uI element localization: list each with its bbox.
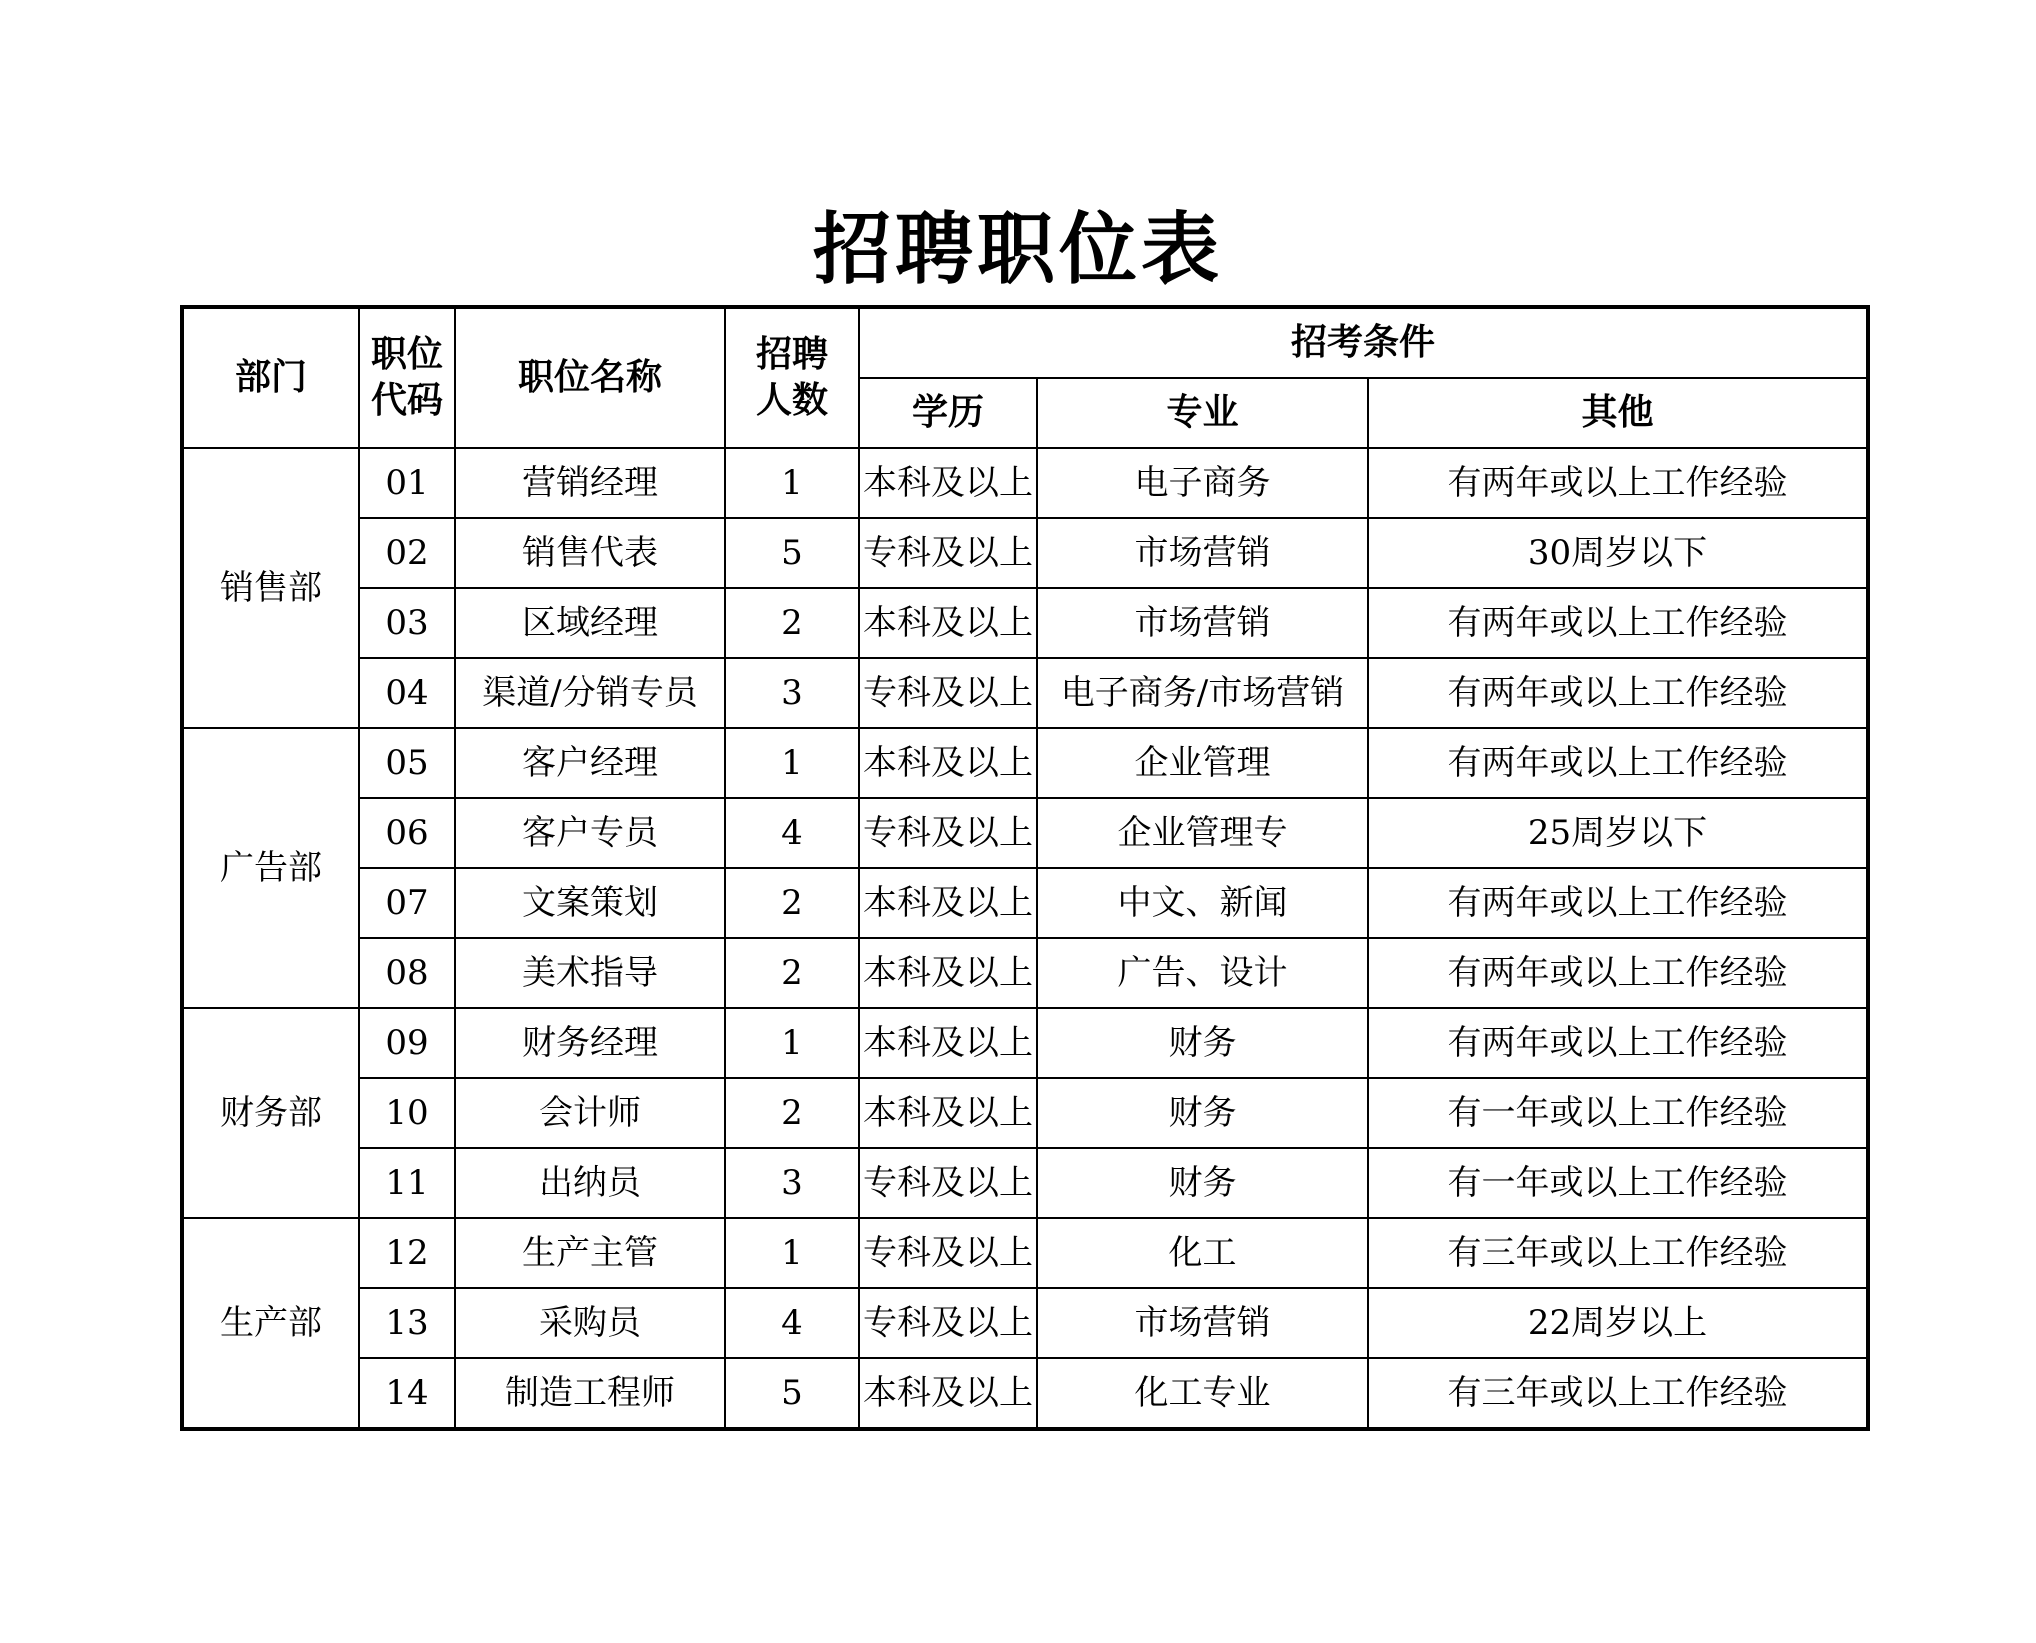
table-row (182, 588, 1868, 658)
position-name-cell: 制造工程师 (455, 1358, 725, 1429)
other-cell: 25周岁以下 (1368, 798, 1868, 868)
position-name-cell: 财务经理 (455, 1008, 725, 1078)
code-cell: 12 (359, 1218, 455, 1288)
count-cell: 1 (725, 448, 859, 518)
other-cell: 30周岁以下 (1368, 518, 1868, 588)
count-cell: 4 (725, 798, 859, 868)
table-body (182, 448, 1868, 1429)
count-cell: 2 (725, 938, 859, 1008)
other-cell: 有三年或以上工作经验 (1368, 1358, 1868, 1429)
dept-cell: 广告部 (182, 728, 359, 1008)
header-count (725, 307, 859, 448)
education-cell: 本科及以上 (859, 1008, 1037, 1078)
education-cell: 专科及以上 (859, 798, 1037, 868)
table-row (182, 658, 1868, 728)
major-cell: 财务 (1037, 1078, 1368, 1148)
other-cell: 有两年或以上工作经验 (1368, 938, 1868, 1008)
position-name-cell: 出纳员 (455, 1148, 725, 1218)
education-cell: 本科及以上 (859, 1358, 1037, 1429)
code-cell: 06 (359, 798, 455, 868)
header-dept: 部门 (182, 307, 359, 448)
count-cell: 2 (725, 588, 859, 658)
major-cell: 中文、新闻 (1037, 868, 1368, 938)
table-row (182, 448, 1868, 518)
table-row (182, 1218, 1868, 1288)
other-cell: 有两年或以上工作经验 (1368, 448, 1868, 518)
count-cell: 3 (725, 658, 859, 728)
count-cell: 5 (725, 1358, 859, 1429)
education-cell: 专科及以上 (859, 1288, 1037, 1358)
table-row (182, 728, 1868, 798)
other-cell: 有两年或以上工作经验 (1368, 1008, 1868, 1078)
major-cell: 电子商务 (1037, 448, 1368, 518)
count-cell: 1 (725, 1218, 859, 1288)
dept-cell: 财务部 (182, 1008, 359, 1218)
major-cell: 广告、设计 (1037, 938, 1368, 1008)
code-cell: 14 (359, 1358, 455, 1429)
code-cell: 10 (359, 1078, 455, 1148)
other-cell: 有两年或以上工作经验 (1368, 728, 1868, 798)
education-cell: 本科及以上 (859, 868, 1037, 938)
table-row (182, 868, 1868, 938)
position-name-cell: 会计师 (455, 1078, 725, 1148)
table-row (182, 1358, 1868, 1429)
table-row (182, 1148, 1868, 1218)
code-cell: 01 (359, 448, 455, 518)
table-row (182, 1008, 1868, 1078)
header-major: 专业 (1037, 378, 1368, 448)
position-name-cell: 客户专员 (455, 798, 725, 868)
education-cell: 专科及以上 (859, 1218, 1037, 1288)
other-cell: 有三年或以上工作经验 (1368, 1218, 1868, 1288)
header-other: 其他 (1368, 378, 1868, 448)
code-cell: 09 (359, 1008, 455, 1078)
code-cell: 13 (359, 1288, 455, 1358)
other-cell: 有一年或以上工作经验 (1368, 1078, 1868, 1148)
header-count-line2: 人数 (755, 380, 828, 421)
major-cell: 市场营销 (1037, 588, 1368, 658)
position-name-cell: 生产主管 (455, 1218, 725, 1288)
other-cell: 有两年或以上工作经验 (1368, 658, 1868, 728)
code-cell: 08 (359, 938, 455, 1008)
major-cell: 企业管理 (1037, 728, 1368, 798)
major-cell: 市场营销 (1037, 1288, 1368, 1358)
position-name-cell: 采购员 (455, 1288, 725, 1358)
position-name-cell: 文案策划 (455, 868, 725, 938)
table-row (182, 1288, 1868, 1358)
header-conditions: 招考条件 (859, 307, 1868, 378)
code-cell: 11 (359, 1148, 455, 1218)
major-cell: 化工专业 (1037, 1358, 1368, 1429)
table-row (182, 1078, 1868, 1148)
major-cell: 市场营销 (1037, 518, 1368, 588)
other-cell: 有一年或以上工作经验 (1368, 1148, 1868, 1218)
header-code (359, 307, 455, 448)
header-row-1 (182, 307, 1868, 378)
count-cell: 1 (725, 1008, 859, 1078)
major-cell: 财务 (1037, 1148, 1368, 1218)
education-cell: 本科及以上 (859, 938, 1037, 1008)
page-title: 招聘职位表 (812, 205, 1223, 295)
recruitment-table (180, 305, 1870, 1431)
table-row (182, 518, 1868, 588)
position-name-cell: 销售代表 (455, 518, 725, 588)
count-cell: 1 (725, 728, 859, 798)
position-name-cell: 美术指导 (455, 938, 725, 1008)
dept-cell: 销售部 (182, 448, 359, 728)
education-cell: 本科及以上 (859, 588, 1037, 658)
table-row (182, 938, 1868, 1008)
education-cell: 专科及以上 (859, 1148, 1037, 1218)
count-cell: 5 (725, 518, 859, 588)
code-cell: 07 (359, 868, 455, 938)
header-code-line2: 代码 (370, 380, 443, 421)
major-cell: 电子商务/市场营销 (1037, 658, 1368, 728)
position-name-cell: 客户经理 (455, 728, 725, 798)
position-name-cell: 营销经理 (455, 448, 725, 518)
position-name-cell: 渠道/分销专员 (455, 658, 725, 728)
count-cell: 4 (725, 1288, 859, 1358)
code-cell: 03 (359, 588, 455, 658)
other-cell: 有两年或以上工作经验 (1368, 588, 1868, 658)
count-cell: 3 (725, 1148, 859, 1218)
other-cell: 22周岁以上 (1368, 1288, 1868, 1358)
table-row (182, 798, 1868, 868)
education-cell: 本科及以上 (859, 1078, 1037, 1148)
education-cell: 专科及以上 (859, 518, 1037, 588)
header-code-line1: 职位 (370, 334, 443, 375)
major-cell: 财务 (1037, 1008, 1368, 1078)
major-cell: 企业管理专 (1037, 798, 1368, 868)
header-education: 学历 (859, 378, 1037, 448)
major-cell: 化工 (1037, 1218, 1368, 1288)
count-cell: 2 (725, 868, 859, 938)
other-cell: 有两年或以上工作经验 (1368, 868, 1868, 938)
position-name-cell: 区域经理 (455, 588, 725, 658)
education-cell: 本科及以上 (859, 728, 1037, 798)
count-cell: 2 (725, 1078, 859, 1148)
header-name: 职位名称 (455, 307, 725, 448)
code-cell: 04 (359, 658, 455, 728)
dept-cell: 生产部 (182, 1218, 359, 1429)
header-count-line1: 招聘 (755, 334, 828, 375)
code-cell: 05 (359, 728, 455, 798)
education-cell: 专科及以上 (859, 658, 1037, 728)
education-cell: 本科及以上 (859, 448, 1037, 518)
code-cell: 02 (359, 518, 455, 588)
